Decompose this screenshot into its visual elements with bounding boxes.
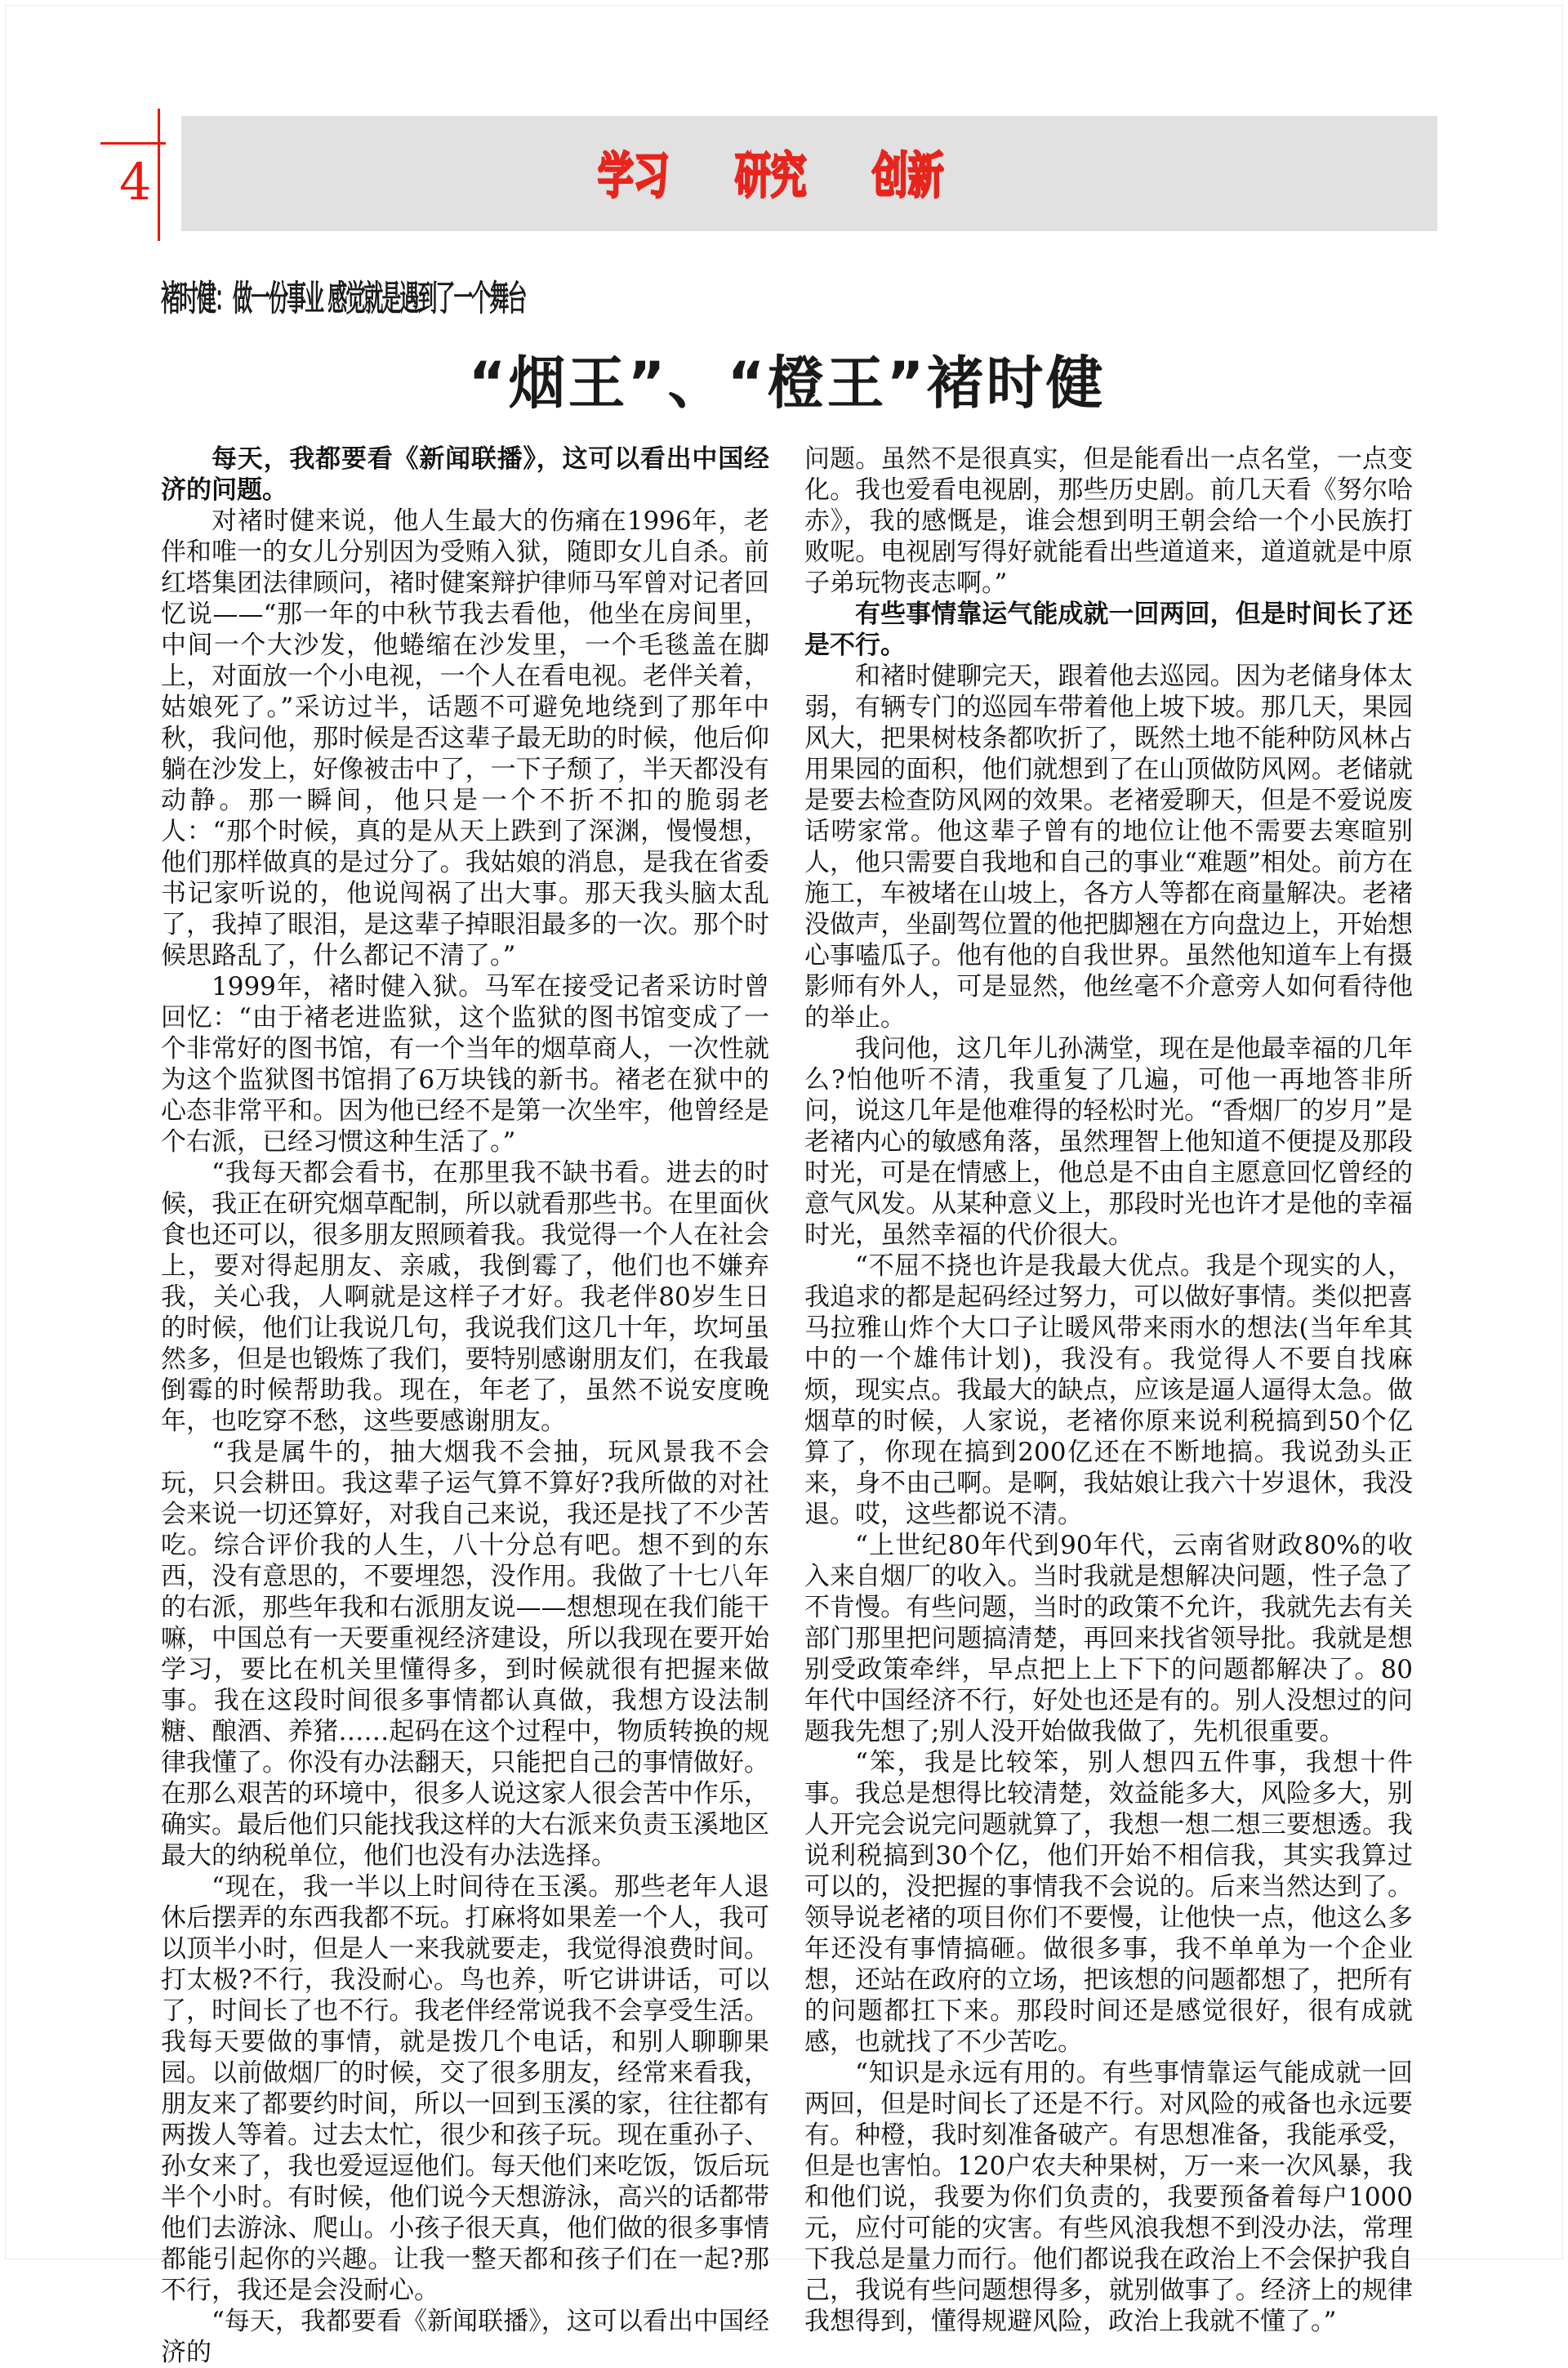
article-title: “烟王”、“橙王”褚时健 bbox=[468, 350, 1106, 417]
page-number: 4 bbox=[119, 152, 152, 212]
article-paragraph: “知识是永远有用的。有些事情靠运气能成就一回两回，但是时间长了还是不行。对风险的戒备也永远要有。种橙，我时刻准备破产。有思想准备，我能承受，但是也害怕。120户农夫种果树，万一来一次风暴，我和他们说，我要为你们负责的，我要预备着每户1000元，应付可能的灾害。有些风浪我想不到没办法，常理下我总是量力而行。他们都说我在政治上不会保护我自己，我说有些问题想得多，就别做事了。经济上的规律我想得到，懂得规避风险，政治上我就不懂了。” bbox=[804, 2058, 1413, 2336]
article-paragraph: 有些事情靠运气能成就一回两回，但是时间长了还是不行。 bbox=[804, 600, 1413, 660]
article-paragraph: 和褚时健聊完天，跟着他去巡园。因为老储身体太弱，有辆专门的巡园车带着他上坡下坡。那几天，果园风大，把果树枝条都吹折了，既然土地不能种防风林占用果园的面积，他们就想到了在山顶做防风网。老储就是要去检查防风网的效果。老褚爱聊天，但是不爱说废话唠家常。他这辈子曾有的地位让他不需要去寒暄别人，他只需要自我地和自己的事业“难题”相处。前方在施工，车被堵在山坡上，各方人等都在商量解决。老褚没做声，坐副驾位置的他把脚翘在方向盘边上，开始想心事嗑瓜子。他有他的自我世界。虽然他知道车上有摄影师有外人，可是显然，他丝毫不介意旁人如何看待他的举止。 bbox=[804, 662, 1413, 1032]
banner-word-innovation: 创新 bbox=[872, 147, 944, 205]
article-kicker: 褚时健：做一份事业 感觉就是遇到了一个舞台 bbox=[161, 278, 526, 319]
article-paragraph: 我问他，这几年儿孙满堂，现在是他最幸福的几年么?怕他听不清，我重复了几遍，可他一再地答非所问，说这几年是他难得的轻松时光。“香烟厂的岁月”是老褚内心的敏感角落，虽然理智上他知道不便提及那段时光，可是在情感上，他总是不由自主愿意回忆曾经的意气风发。从某种意义上，那段时光也许才是他的幸福时光，虽然幸福的代价很大。 bbox=[804, 1034, 1413, 1250]
article-paragraph: “笨，我是比较笨，别人想四五件事，我想十件事。我总是想得比较清楚，效益能多大，风险多大，别人开完会说完问题就算了，我想一想二想三要想透。我说利税搞到30个亿，他们开始不相信我，其实我算过可以的，没把握的事情我不会说的。后来当然达到了。领导说老褚的项目你们不要慢，让他快一点，他这么多年还没有事情搞砸。做很多事，我不单单为一个企业想，还站在政府的立场，把该想的问题都想了，把所有的问题都扛下来。那段时间还是感觉很好，很有成就感，也就找了不少苦吃。 bbox=[804, 1748, 1413, 2057]
article-column-left bbox=[161, 444, 769, 2368]
article-paragraph: “现在，我一半以上时间待在玉溪。那些老年人退休后摆弄的东西我都不玩。打麻将如果差一个人，我可以顶半小时，但是人一来我就要走，我觉得浪费时间。打太极?不行，我没耐心。鸟也养，听它讲讲话，可以了，时间长了也不行。我老伴经常说我不会享受生活。我每天要做的事情，就是拨几个电话，和别人聊聊果园。以前做烟厂的时候，交了很多朋友，经常来看我，朋友来了都要约时间，所以一回到玉溪的家，往往都有两拨人等着。过去太忙，很少和孩子玩。现在重孙子、孙女来了，我也爱逗逗他们。每天他们来吃饭，饭后玩半个小时。有时候，他们说今天想游泳，高兴的话都带他们去游泳、爬山。小孩子很天真，他们做的很多事情都能引起你的兴趣。让我一整天都和孩子们在一起?那不行，我还是会没耐心。 bbox=[161, 1872, 769, 2305]
masthead-banner bbox=[181, 116, 1437, 231]
article-paragraph: 问题。虽然不是很真实，但是能看出一点名堂，一点变化。我也爱看电视剧，那些历史剧。前几天看《努尔哈赤》，我的感慨是，谁会想到明王朝会给一个小民族打败呢。电视剧写得好就能看出些道道来，道道就是中原子弟玩物丧志啊。” bbox=[804, 444, 1413, 598]
banner-word-research: 研究 bbox=[735, 147, 807, 205]
banner-word-study: 学习 bbox=[598, 147, 670, 205]
article-paragraph: “我是属牛的，抽大烟我不会抽，玩风景我不会玩，只会耕田。我这辈子运气算不算好?我所做的对社会来说一切还算好，对我自己来说，我还是找了不少苦吃。综合评价我的人生，八十分总有吧。想不到的东西，没有意思的，不要埋怨，没作用。我做了十七八年的右派，那些年我和右派朋友说——想想现在我们能干嘛，中国总有一天要重视经济建设，所以我现在要开始学习，要比在机关里懂得多，到时候就很有把握来做事。我在这段时间很多事情都认真做，我想方设法制糖、酿酒、养猪……起码在这个过程中，物质转换的规律我懂了。你没有办法翻天，只能把自己的事情做好。在那么艰苦的环境中，很多人说这家人很会苦中作乐，确实。最后他们只能找我这样的大右派来负责玉溪地区最大的纳税单位，他们也没有办法选择。 bbox=[161, 1438, 769, 1871]
article-paragraph: “上世纪80年代到90年代，云南省财政80%的收入来自烟厂的收入。当时我就是想解决问题，性子急了不肯慢。有些问题，当时的政策不允许，我就先去有关部门那里把问题搞清楚，再回来找省领导批。我就是想别受政策牵绊，早点把上上下下的问题都解决了。80年代中国经济不行，好处也还是有的。别人没想过的问题我先想了;别人没开始做我做了，先机很重要。 bbox=[804, 1531, 1413, 1746]
article-paragraph: “每天，我都要看《新闻联播》，这可以看出中国经济的 bbox=[161, 2307, 769, 2367]
registration-mark-horizontal bbox=[100, 142, 166, 145]
registration-mark-vertical bbox=[158, 109, 160, 241]
article-column-right bbox=[804, 444, 1413, 2337]
article-paragraph: “不屈不挠也许是我最大优点。我是个现实的人，我追求的都是起码经过努力，可以做好事情。类似把喜马拉雅山炸个大口子让暖风带来雨水的想法(当年牟其中的一个雄伟计划)，我没有。我觉得人不要自找麻烦，现实点。我最大的缺点，应该是逼人逼得太急。做烟草的时候，人家说，老褚你原来说利税搞到50个亿算了，你现在搞到200亿还在不断地搞。我说劲头正来，身不由己啊。是啊，我姑娘让我六十岁退休，我没退。哎，这些都说不清。 bbox=[804, 1251, 1413, 1529]
article-paragraph: 1999年，褚时健入狱。马军在接受记者采访时曾回忆：“由于褚老进监狱，这个监狱的图书馆变成了一个非常好的图书馆，有一个当年的烟草商人，一次性就为这个监狱图书馆捐了6万块钱的新书。褚老在狱中的心态非常平和。因为他已经不是第一次坐牢，他曾经是个右派，已经习惯这种生活了。” bbox=[161, 972, 769, 1157]
article-paragraph: 对褚时健来说，他人生最大的伤痛在1996年，老伴和唯一的女儿分别因为受贿入狱，随即女儿自杀。前红塔集团法律顾问，褚时健案辩护律师马军曾对记者回忆说——“那一年的中秋节我去看他，他坐在房间里，中间一个大沙发，他蜷缩在沙发里，一个毛毯盖在脚上，对面放一个小电视，一个人在看电视。老伴关着，姑娘死了。”采访过半，话题不可避免地绕到了那年中秋，我问他，那时候是否这辈子最无助的时候，他后仰躺在沙发上，好像被击中了，一下子颓了，半天都没有动静。那一瞬间，他只是一个不折不扣的脆弱老人：“那个时候，真的是从天上跌到了深渊，慢慢想，他们那样做真的是过分了。我姑娘的消息，是我在省委书记家听说的，他说闯祸了出大事。那天我头脑太乱了，我掉了眼泪，是这辈子掉眼泪最多的一次。那个时候思路乱了，什么都记不清了。” bbox=[161, 506, 769, 970]
article-paragraph: 每天，我都要看《新闻联播》，这可以看出中国经济的问题。 bbox=[161, 444, 769, 505]
article-paragraph: “我每天都会看书，在那里我不缺书看。进去的时候，我正在研究烟草配制，所以就看那些书。在里面伙食也还可以，很多朋友照顾着我。我觉得一个人在社会上，要对得起朋友、亲戚，我倒霉了，他们也不嫌弃我，关心我，人啊就是这样子才好。我老伴80岁生日的时候，他们让我说几句，我说我们这几十年，坎坷虽然多，但是也锻炼了我们，要特别感谢朋友们，在我最倒霉的时候帮助我。现在，年老了，虽然不说安度晚年，也吃穿不愁，这些要感谢朋友。 bbox=[161, 1158, 769, 1436]
